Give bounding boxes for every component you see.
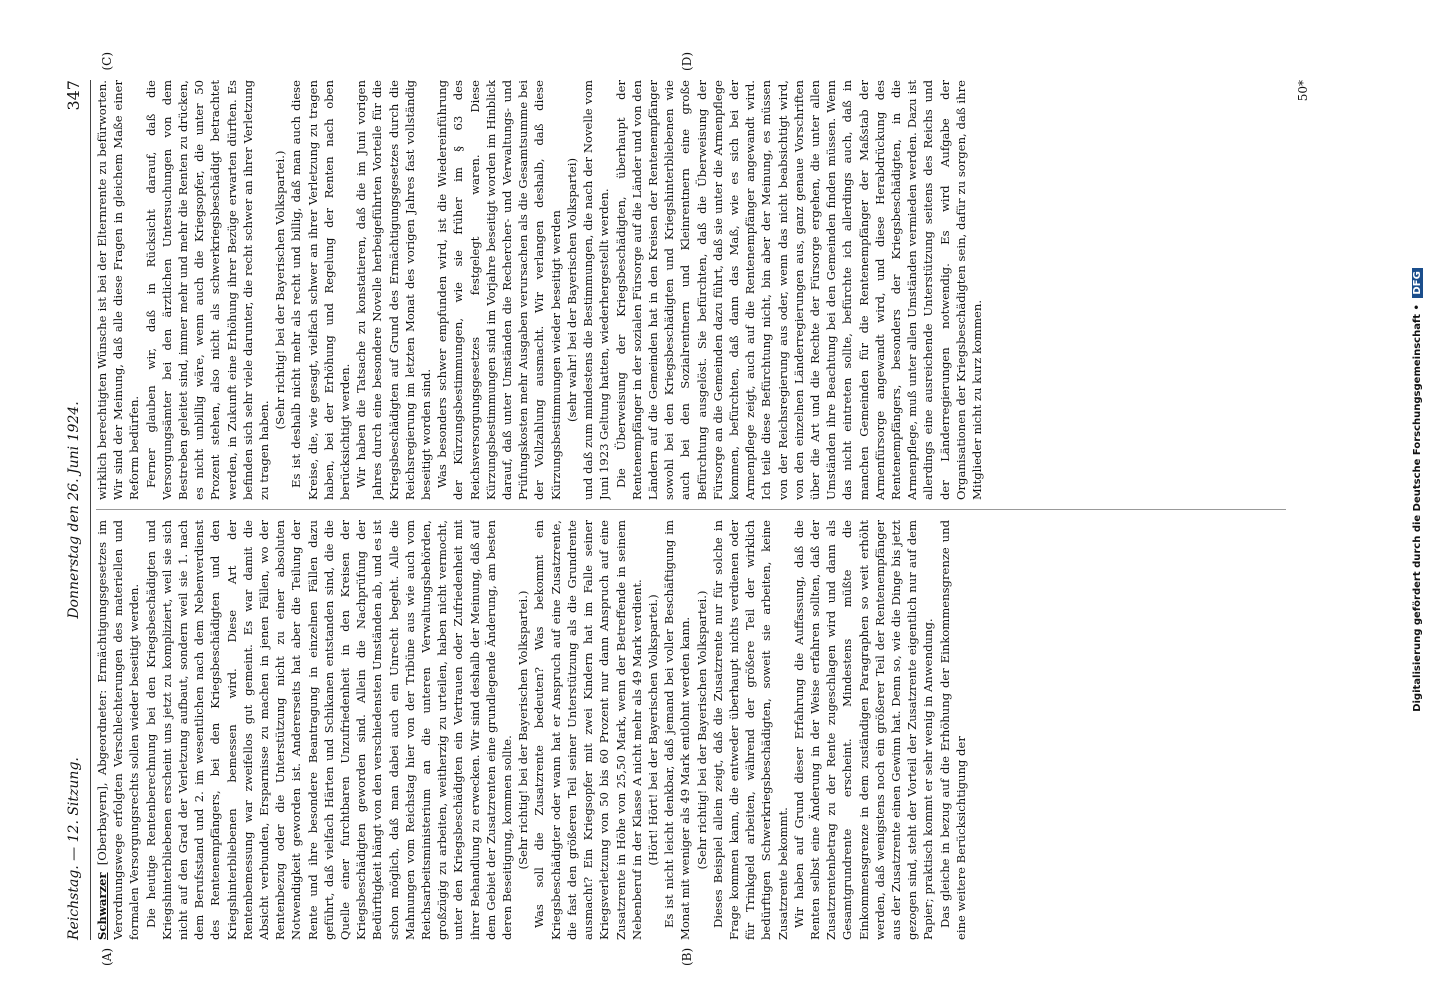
marker-c: (C) <box>100 52 114 71</box>
paragraph: Ermächtigungsgesetzes im Verordnungswege erfolgten Verschlechterungen des materiellen und formalen Versorgungsrechts sollen wieder beseitigt werden. <box>95 520 142 940</box>
header-rule <box>90 80 91 940</box>
paragraph: Ferner glauben wir, daß in Rücksicht darauf, daß die Versorgungsämter bei den ärztlichen Untersuchungen von dem Bestreben geleitet sind, immer mehr und mehr die Renten zu drücken, es nicht unbillig wäre, wenn auch die Kriegsopfer, die unter 50 Prozent stehen, also nicht als schwerkriegsbeschädigt betrachtet werden, in Zukunft eine Erhöhung ihrer Bezüge erwarten dürften. Es befinden sich sehr viele darunter, die recht schwer an ihrer Verletzung zu tragen haben. <box>143 80 272 500</box>
digitization-credit <box>1412 0 1430 980</box>
interjection: (Sehr richtig! bei der Bayerischen Volkspartei.) <box>694 590 709 870</box>
paragraph: wirklich berechtigten Wünsche ist bei der Elternrente zu befürworten. Wir sind der Meinung, daß alle diese Fragen in gleichem Maße einer Reform bedürfen. <box>95 80 142 500</box>
footer-signature: 50* <box>1296 80 1310 102</box>
page-number: 347 <box>64 80 83 111</box>
marker-b: (B) <box>680 947 694 966</box>
interjection: (Hört! Hört! bei der Bayerischen Volkspartei.) <box>645 594 660 866</box>
paragraph: Was soll die Zusatzrente bedeuten? Was bekommt ein Kriegsbeschädigter oder wann hat er Anspruch auf eine Zusatzrente, die fast den größeren Teil seiner Unterstützung als die Grundrente ausmacht? Ein Kriegsopfer mit zwei Kindern hat im Falle seiner Kriegsverletzung von 50 bis 60 Prozent nur dann Anspruch auf eine Zusatzrente in Höhe von 25,50 Mark, wenn der Betreffende in seinem Nebenberuf in der Klasse A nicht mehr als 49 Mark verdient. <box>532 520 644 940</box>
dfg-logo: DFG <box>1412 268 1423 297</box>
speaker-note: [Oberbayern], Abgeordneter: <box>95 689 109 866</box>
newspaper-page <box>60 52 1310 966</box>
marker-a: (A) <box>100 947 114 966</box>
paragraph: Die heutige Rentenberechnung bei den Kriegsbeschädigten und Kriegshinterbliebenen erscheint uns jetzt zu kompliziert, weil sie sich nicht auf den Grad der Verletzung aufbaut, sondern weil sie 1. nach dem Berufsstand und 2. im wesentlichen nach dem Nebenverdienst des Rentenempfängers, bei den Kriegsbeschädigten und den Kriegshinterbliebenen bemessen wird. Diese Art der Rentenbemessung war zweifellos gut gemeint. Es war damit die Absicht verbunden, Ersparnisse zu machen in jenen Fällen, wo der Rentenbezug oder die Unterstützung nicht zu einer absoluten Notwendigkeit geworden ist. Andererseits hat aber die Teilung der Rente und ihre besondere Beantragung in einzelnen Fällen dazu geführt, daß vielfach Härten und Schikanen entstanden sind, die die Quelle einer furchtbaren Unzufriedenheit in den Kreisen der Kriegsbeschädigten geworden sind. Allein die Nachprüfung der Bedürftigkeit hängt von den verschiedensten Umständen ab, und es ist schon möglich, daß man dabei auch ein Unrecht begeht. Alle die Mahnungen vom Reichstag hier von der Tribüne aus wie auch vom Reichsarbeitsministerium an die unteren Verwaltungsbehörden, großzügig zu arbeiten, weitherzig zu urteilen, haben nicht vermocht, unter den Kriegsbeschädigten ein Vertrauen oder Zufriedenheit mit ihrer Behandlung zu erwecken. Wir sind deshalb der Meinung, daß auf dem Gebiet der Zusatzrenten eine grundlegende Änderung, am besten deren Beseitigung, kommen sollte. <box>143 520 515 940</box>
column-right <box>94 80 1294 500</box>
marker-d: (D) <box>680 52 694 71</box>
paragraph: Wir haben auf Grund dieser Erfahrung die Auffassung, daß die Renten selbst eine Änderung in der Weise erfahren sollten, daß der Zusatzrentenbetrag zu der Rente zugeschlagen wird und dann als Gesamtgrundrente erscheint. Mindestens müßte die Einkommensgrenze in dem zuständigen Paragraphen so weit erhöht werden, daß wenigstens noch ein größerer Teil der Rentenempfänger aus der Zusatzrente einen Gewinn hat. Denn so, wie die Dinge bis jetzt gezogen sind, steht der Vorteil der Zusatzrente eigentlich nur auf dem Papier; praktisch kommt er sehr wenig in Anwendung. <box>791 520 936 940</box>
interjection: (Sehr richtig! bei der Bayerischen Volkspartei.) <box>516 590 531 870</box>
page-header <box>60 80 90 940</box>
column-left <box>94 520 1294 940</box>
paragraph: Die Überweisung der Kriegsbeschädigten, überhaupt der Rentenempfänger in der sozialen Fürsorge auf die Länder und von den Ländern auf die Gemeinden hat in den Kreisen der Rentenempfänger sowohl bei den Kriegsbeschädigten und Kriegshinterbliebenen wie auch bei den Sozialrentnern und Kleinrentnern eine große Befürchtung ausgelöst. Sie befürchten, daß die Überweisung der Fürsorge an die Gemeinden dazu führt, daß sie unter die Armenpflege kommen, befürchten, daß dann das Maß, wie es sich bei der Armenpflege zeigt, auch auf die Rentenempfänger angewandt wird. Ich teile diese Befürchtung nicht, bin aber der Meinung, es müssen von der Reichsregierung aus oder, wenn das nicht beabsichtigt wird, von den einzelnen Länderregierungen aus, ganz genaue Vorschriften über die Art und die Rechte der Fürsorge ergehen, die unter allen Umständen ihre Beachtung bei den Gemeinden finden müssen. Wenn das nicht eintreten sollte, befürchte ich allerdings auch, daß in manchen Gemeinden für die Rentenempfänger der Maßstab der Armenfürsorge angewandt wird, und diese Herabdrückung des Rentenempfängers, besonders der Kriegsbeschädigten, in die Armenpflege, muß unter allen Umständen vermieden werden. Dazu ist allerdings eine ausreichende Unterstützung seitens des Reichs und der Länderregierungen notwendig. Es wird Aufgabe der Organisationen der Kriegsbeschädigten sein, dafür zu sorgen, daß ihre Mitglieder nicht zu kurz kommen. <box>613 80 984 500</box>
paragraph: Es ist deshalb nicht mehr als recht und billig, daß man auch diese Kreise, die, wie gesagt, vielfach schwer an ihrer Verletzung zu tragen haben, bei der Erhöhung und Regelung der Renten nach oben berücksichtigt werden. <box>289 80 353 500</box>
header-date: Donnerstag den 26. Juni 1924. <box>66 401 82 619</box>
speaker-name: Schwarzer <box>95 872 109 940</box>
paragraph: Was besonders schwer empfunden wird, ist die Wiedereinführung der Kürzungsbestimmungen, wie sie früher im § 63 des Reichsversorgungsgesetzes festgelegt waren. Diese Kürzungsbestimmungen sind im Vorjahre beseitigt worden im Hinblick darauf, daß unter Umständen die Rechercher- und Verwaltungs- und Prüfungskosten mehr Ausgaben verursachen als die Gesamtsumme bei der Vollzahlung ausmacht. Wir verlangen deshalb, daß diese Kürzungsbestimmungen wieder beseitigt werden <box>435 80 563 500</box>
paragraph: und daß zum mindestens die Bestimmungen, die nach der Novelle vom Juni 1923 Geltung hatten, wiederhergestellt werden. <box>581 80 612 500</box>
paragraph: Dieses Beispiel allein zeigt, daß die Zusatzrente nur für solche in Frage kommen kann, die entweder überhaupt nichts verdienen oder für Trinkgeld arbeiten, während der größere Teil der wirklich bedürftigen Schwerkriegsbeschädigten, soweit sie arbeiten, keine Zusatzrente bekommt. <box>710 520 790 940</box>
credit-text: Digitalisierung gefördert durch die Deutsche Forschungsgemeinschaft • <box>1412 304 1423 712</box>
paragraph: Das gleiche in bezug auf die Erhöhung der Einkommensgrenze und eine weitere Berücksichtigung der <box>937 520 968 940</box>
column-divider <box>96 509 1286 510</box>
interjection: (sehr wahr! bei der Bayerischen Volkspartei) <box>564 157 579 423</box>
header-left: Reichstag. — 12. Sitzung. <box>66 757 82 940</box>
paragraph: Wir haben die Tatsache zu konstatieren, daß die im Juni vorigen Jahres durch eine besondere Novelle herbeigeführten Vorteile für die Kriegsbeschädigten auf Grund des Ermächtigungsgesetzes durch die Reichsregierung im letzten Monat des vorigen Jahres fast vollständig beseitigt worden sind. <box>354 80 434 500</box>
speaker-line <box>94 520 143 940</box>
interjection: (Sehr richtig! bei der Bayerischen Volkspartei.) <box>273 150 288 430</box>
paragraph: Es ist nicht leicht denkbar, daß jemand bei voller Beschäftigung im Monat mit weniger als 49 Mark entlohnt werden kann. <box>662 520 693 940</box>
